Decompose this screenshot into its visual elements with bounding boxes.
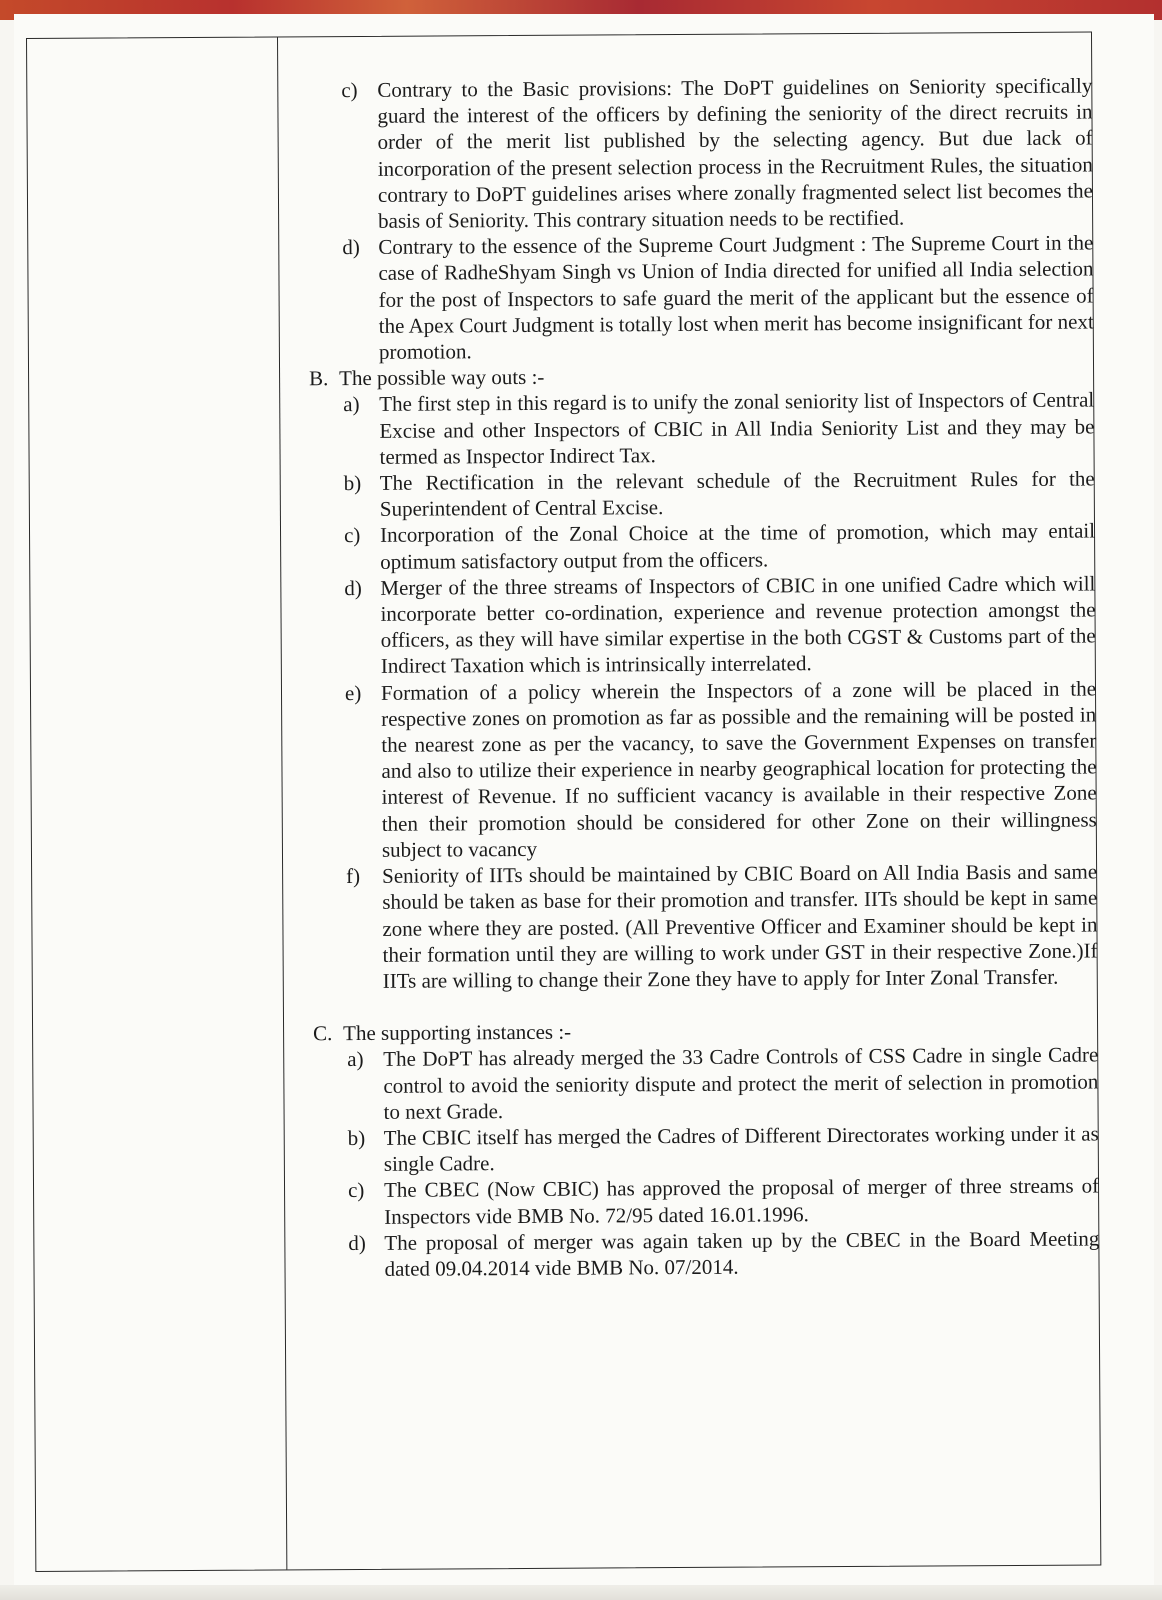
section-title: The supporting instances :- <box>343 1019 572 1046</box>
list-item-text: Formation of a policy wherein the Inspectors of a zone will be placed in the respective zones on promotion as far as possible and the remaining will be posted in the nearest zone as per the vacancy, to save the Government Expenses on transfer and also to utilize their experience in nearby geographical location for protecting the interest of Revenue. If no sufficient vacancy is available in their respective Zone then their promotion should be considered for other Zone on their willingness subject to vacancy <box>380 676 1097 862</box>
section-letter: C. <box>313 1021 333 1046</box>
list-item <box>309 387 1094 470</box>
list-marker: c) <box>347 1178 365 1203</box>
list-item <box>307 72 1093 234</box>
list-item-text: The proposal of merger was again taken up by the CBEC in the Board Meeting dated 09.04.2014 vide BMB No. 07/2014. <box>384 1226 1100 1281</box>
list-item-text: The Rectification in the relevant schedule of the Recruitment Rules for the Superintendent of Central Excise. <box>379 466 1095 522</box>
section-supporting-instances <box>313 1016 1100 1283</box>
list-marker: b) <box>347 1125 366 1150</box>
list-item-text: The CBEC (Now CBIC) has approved the proposal of merger of three streams of Inspectors vide BMB No. 72/95 dated 16.01.1996. <box>383 1173 1100 1229</box>
list-item <box>314 1120 1099 1177</box>
list-item-text: The CBIC itself has merged the Cadres of Different Directorates working under it as single Cadre. <box>383 1121 1099 1176</box>
table-left-column <box>27 37 287 1571</box>
section-way-outs <box>309 361 1098 995</box>
list-marker: a) <box>343 392 360 417</box>
list-item <box>310 518 1095 575</box>
list-item-text: Contrary to the Basic provisions: The DoPT guidelines on Seniority specifically guard the interest of the officers by defining the seniority of the direct recruits in order of the merit list published by the selecting agency. But due lack of incorporation of the present selection process in the Recruitment Rules, the situation contrary to DoPT guidelines arises where zonally fragmented select list becomes the basis of Seniority. This contrary situation needs to be rectified. <box>377 73 1094 233</box>
section-title: The possible way outs :- <box>339 365 545 391</box>
list-item <box>314 1173 1099 1230</box>
list-marker: e) <box>344 680 362 705</box>
document-table <box>26 31 1101 1571</box>
photo-background-bottom <box>0 1585 1162 1600</box>
list-item <box>311 675 1097 863</box>
list-item-text: Seniority of IITs should be maintained by CBIC Board on All India Basis and same should be taken as base for their promotion and transfer. IITs should be kept in same zone where they are posted. (All Preventive Officer and Examiner should be kept in their formation until they are willing to work under GST in their respective Zone.)If IITs are willing to change their Zone they have to apply for Inter Zonal Transfer. <box>382 859 1098 993</box>
list-item-text: The first step in this regard is to unify the zonal seniority list of Inspectors of Central Excise and other Inspectors of CBIC in All India Seniority List and they may be termed as Inspector Indirect Tax. <box>379 387 1095 469</box>
list-item-text: Contrary to the essence of the Supreme Court Judgment : The Supreme Court in the case of RadheShyam Singh vs Union of India directed for unified all India selection for the post of Inspectors to safe guard the merit of the applicant but the essence of the Apex Court Judgment is totally lost when merit has become insignificant for next promotion. <box>378 230 1094 364</box>
section-letter: B. <box>309 366 329 391</box>
list-item-text: Merger of the three streams of Inspectors of CBIC in one unified Cadre which will incorporate better co-ordination, experience and revenue protection amongst the officers, as they will have similar expertise in the both CGST & Customs part of the Indirect Taxation which is intrinsically interrelated. <box>380 571 1096 679</box>
table-right-column <box>279 32 1100 1569</box>
list-marker: d) <box>348 1230 366 1255</box>
list-marker: d) <box>342 235 360 260</box>
list-marker: c) <box>343 523 361 548</box>
list-item <box>312 859 1098 995</box>
list-marker: f) <box>346 864 361 889</box>
list-item <box>310 570 1096 680</box>
list-item <box>313 1042 1098 1125</box>
list-item-text: Incorporation of the Zonal Choice at the time of promotion, which may entail optimum satisfactory output from the officers. <box>379 518 1096 574</box>
list-item-text: The DoPT has already merged the 33 Cadre Controls of CSS Cadre in single Cadre control to avoid the seniority dispute and protect the merit of selection in promotion to next Grade. <box>383 1042 1099 1124</box>
list-item <box>314 1225 1099 1282</box>
list-marker: d) <box>344 575 362 600</box>
section-continuation <box>307 72 1094 365</box>
list-marker: b) <box>343 471 362 496</box>
list-item <box>308 230 1094 366</box>
document-body <box>307 72 1099 1282</box>
list-marker: a) <box>347 1047 364 1072</box>
list-marker: c) <box>341 77 358 103</box>
list-item <box>310 466 1095 523</box>
